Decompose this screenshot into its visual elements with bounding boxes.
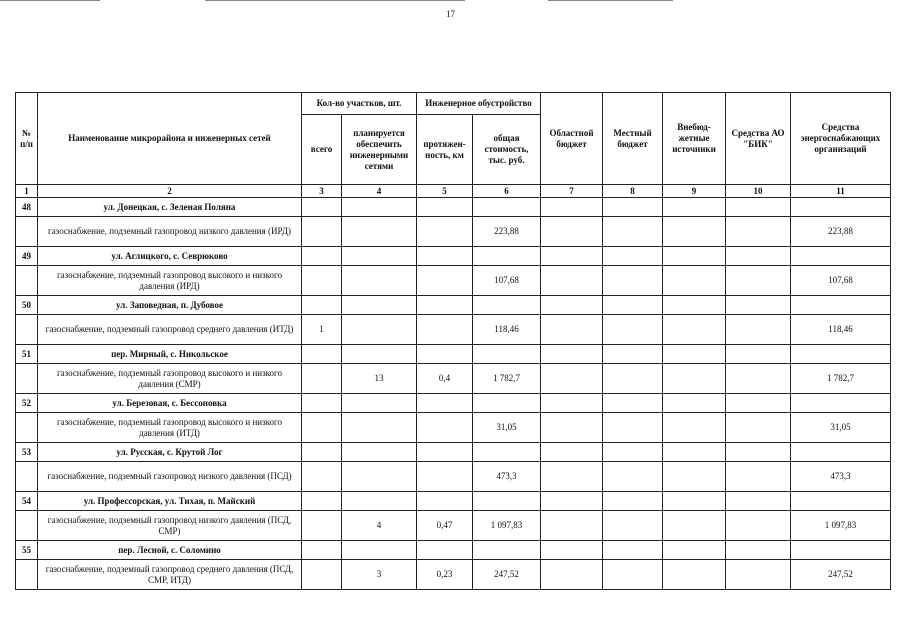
cell-length (417, 266, 473, 296)
cell-cost: 247,52 (473, 560, 541, 590)
cell-local (603, 266, 663, 296)
cell-length (417, 413, 473, 443)
section-title: пер. Лесной, с. Соломино (38, 541, 302, 560)
table-row (16, 315, 891, 345)
empty-cell (603, 296, 663, 315)
cell-local (603, 315, 663, 345)
empty-cell (16, 511, 38, 541)
cell-extra (663, 511, 726, 541)
scan-edge-mid (205, 0, 465, 1)
row-number: 52 (16, 394, 38, 413)
empty-cell (603, 541, 663, 560)
cell-extra (663, 266, 726, 296)
cell-total (302, 266, 342, 296)
network-description: газоснабжение, подземный газопровод низкого давления (ИРД) (38, 217, 302, 247)
empty-cell (417, 443, 473, 462)
cell-energy: 473,3 (791, 462, 891, 492)
row-number: 53 (16, 443, 38, 462)
table-row (16, 266, 891, 296)
cell-cost: 31,05 (473, 413, 541, 443)
colnum: 9 (663, 185, 726, 198)
cell-length (417, 315, 473, 345)
cell-planned (342, 217, 417, 247)
empty-cell (541, 247, 603, 266)
empty-cell (417, 394, 473, 413)
cell-regional (541, 217, 603, 247)
table-row (16, 364, 891, 394)
cell-cost: 1 097,83 (473, 511, 541, 541)
empty-cell (16, 364, 38, 394)
cell-local (603, 413, 663, 443)
network-description: газоснабжение, подземный газопровод низкого давления (ПСД, СМР) (38, 511, 302, 541)
cell-regional (541, 364, 603, 394)
scan-edge-right (548, 0, 673, 1)
empty-cell (663, 541, 726, 560)
empty-cell (663, 492, 726, 511)
empty-cell (603, 492, 663, 511)
cell-local (603, 560, 663, 590)
empty-cell (726, 296, 791, 315)
cell-bik (726, 266, 791, 296)
row-number: 49 (16, 247, 38, 266)
section-title: ул. Профессорская, ул. Тихая, п. Майский (38, 492, 302, 511)
table-row (16, 217, 891, 247)
cell-planned: 4 (342, 511, 417, 541)
row-number: 54 (16, 492, 38, 511)
cell-total (302, 560, 342, 590)
empty-cell (473, 296, 541, 315)
empty-cell (541, 198, 603, 217)
section-title: ул. Аглицкого, с. Севрюково (38, 247, 302, 266)
cell-energy: 247,52 (791, 560, 891, 590)
cell-extra (663, 315, 726, 345)
funding-table (15, 92, 891, 590)
empty-cell (663, 345, 726, 364)
empty-cell (603, 345, 663, 364)
empty-cell (791, 541, 891, 560)
header-infra-group: Инженерное обустройство (417, 93, 541, 115)
empty-cell (726, 198, 791, 217)
cell-total (302, 462, 342, 492)
empty-cell (726, 394, 791, 413)
section-title-row (16, 296, 891, 315)
empty-cell (663, 296, 726, 315)
section-title: ул. Заповедная, п. Дубовое (38, 296, 302, 315)
cell-local (603, 511, 663, 541)
empty-cell (342, 492, 417, 511)
cell-total (302, 364, 342, 394)
column-number-row (16, 185, 891, 198)
cell-bik (726, 511, 791, 541)
empty-cell (473, 394, 541, 413)
empty-cell (16, 560, 38, 590)
cell-planned (342, 462, 417, 492)
cell-bik (726, 462, 791, 492)
empty-cell (417, 541, 473, 560)
section-title-row (16, 394, 891, 413)
colnum: 1 (16, 185, 38, 198)
empty-cell (302, 296, 342, 315)
header-cost: общая стоимость, тыс. руб. (473, 115, 541, 185)
cell-cost: 1 782,7 (473, 364, 541, 394)
empty-cell (473, 492, 541, 511)
empty-cell (417, 198, 473, 217)
empty-cell (541, 296, 603, 315)
empty-cell (302, 541, 342, 560)
empty-cell (302, 394, 342, 413)
cell-regional (541, 511, 603, 541)
section-title-row (16, 247, 891, 266)
empty-cell (302, 492, 342, 511)
cell-bik (726, 560, 791, 590)
cell-regional (541, 266, 603, 296)
header-planned: планируется обеспечить инженерными сетями (342, 115, 417, 185)
section-title: пер. Мирный, с. Никольское (38, 345, 302, 364)
colnum: 4 (342, 185, 417, 198)
row-number: 51 (16, 345, 38, 364)
empty-cell (417, 345, 473, 364)
section-title: ул. Донецкая, с. Зеленая Поляна (38, 198, 302, 217)
cell-cost: 107,68 (473, 266, 541, 296)
header-name: Наименование микрорайона и инженерных сетей (38, 93, 302, 185)
empty-cell (342, 443, 417, 462)
colnum: 7 (541, 185, 603, 198)
empty-cell (791, 492, 891, 511)
network-description: газоснабжение, подземный газопровод высокого и низкого давления (ИТД) (38, 413, 302, 443)
header-num: № п/п (16, 93, 38, 185)
cell-energy: 1 782,7 (791, 364, 891, 394)
empty-cell (342, 247, 417, 266)
cell-length (417, 462, 473, 492)
header-local: Местный бюджет (603, 93, 663, 185)
cell-planned: 13 (342, 364, 417, 394)
cell-bik (726, 315, 791, 345)
table-row (16, 511, 891, 541)
header-extra: Внебюд-жетные источники (663, 93, 726, 185)
cell-planned (342, 413, 417, 443)
cell-total: 1 (302, 315, 342, 345)
empty-cell (417, 247, 473, 266)
empty-cell (473, 443, 541, 462)
colnum: 5 (417, 185, 473, 198)
empty-cell (16, 462, 38, 492)
cell-planned (342, 266, 417, 296)
empty-cell (726, 345, 791, 364)
page-number: 17 (446, 9, 455, 19)
empty-cell (541, 443, 603, 462)
empty-cell (342, 541, 417, 560)
table-row (16, 560, 891, 590)
empty-cell (302, 443, 342, 462)
network-description: газоснабжение, подземный газопровод высокого и низкого давления (СМР) (38, 364, 302, 394)
header-bik: Средства АО "БИК" (726, 93, 791, 185)
cell-regional (541, 413, 603, 443)
empty-cell (791, 443, 891, 462)
section-title-row (16, 541, 891, 560)
empty-cell (473, 541, 541, 560)
empty-cell (342, 394, 417, 413)
empty-cell (417, 492, 473, 511)
colnum: 3 (302, 185, 342, 198)
cell-total (302, 511, 342, 541)
empty-cell (726, 443, 791, 462)
empty-cell (791, 345, 891, 364)
cell-regional (541, 462, 603, 492)
cell-energy: 31,05 (791, 413, 891, 443)
cell-bik (726, 413, 791, 443)
network-description: газоснабжение, подземный газопровод среднего давления (ИТД) (38, 315, 302, 345)
header-regional: Областной бюджет (541, 93, 603, 185)
empty-cell (726, 541, 791, 560)
empty-cell (541, 345, 603, 364)
empty-cell (663, 394, 726, 413)
empty-cell (791, 394, 891, 413)
empty-cell (302, 198, 342, 217)
empty-cell (541, 541, 603, 560)
empty-cell (302, 345, 342, 364)
cell-extra (663, 560, 726, 590)
empty-cell (603, 198, 663, 217)
network-description: газоснабжение, подземный газопровод среднего давления (ПСД, СМР, ИТД) (38, 560, 302, 590)
cell-local (603, 364, 663, 394)
section-title: ул. Русская, с. Крутой Лог (38, 443, 302, 462)
colnum: 8 (603, 185, 663, 198)
cell-energy: 107,68 (791, 266, 891, 296)
cell-local (603, 217, 663, 247)
cell-length: 0,4 (417, 364, 473, 394)
section-title-row (16, 345, 891, 364)
cell-cost: 473,3 (473, 462, 541, 492)
empty-cell (791, 296, 891, 315)
empty-cell (663, 443, 726, 462)
cell-energy: 1 097,83 (791, 511, 891, 541)
section-title-row (16, 443, 891, 462)
cell-length: 0,47 (417, 511, 473, 541)
cell-bik (726, 364, 791, 394)
cell-extra (663, 217, 726, 247)
empty-cell (417, 296, 473, 315)
section-title: ул. Березовая, с. Бессоновка (38, 394, 302, 413)
cell-energy: 118,46 (791, 315, 891, 345)
cell-total (302, 217, 342, 247)
table-row (16, 462, 891, 492)
row-number: 50 (16, 296, 38, 315)
cell-extra (663, 462, 726, 492)
section-title-row (16, 198, 891, 217)
colnum: 11 (791, 185, 891, 198)
cell-planned: 3 (342, 560, 417, 590)
colnum: 10 (726, 185, 791, 198)
empty-cell (342, 296, 417, 315)
cell-length: 0,23 (417, 560, 473, 590)
cell-local (603, 462, 663, 492)
table-row (16, 413, 891, 443)
colnum: 2 (38, 185, 302, 198)
empty-cell (663, 247, 726, 266)
empty-cell (541, 394, 603, 413)
header-energy: Средства энергоснабжающих организаций (791, 93, 891, 185)
scan-edge-left (0, 0, 100, 1)
empty-cell (302, 247, 342, 266)
empty-cell (791, 247, 891, 266)
cell-total (302, 413, 342, 443)
cell-cost: 118,46 (473, 315, 541, 345)
header-count-group: Кол-во участков, шт. (302, 93, 417, 115)
empty-cell (16, 413, 38, 443)
empty-cell (603, 443, 663, 462)
cell-length (417, 217, 473, 247)
colnum: 6 (473, 185, 541, 198)
network-description: газоснабжение, подземный газопровод высокого и низкого давления (ИРД) (38, 266, 302, 296)
empty-cell (791, 198, 891, 217)
cell-bik (726, 217, 791, 247)
empty-cell (726, 492, 791, 511)
header-length: протяжен-ность, км (417, 115, 473, 185)
cell-planned (342, 315, 417, 345)
empty-cell (663, 198, 726, 217)
cell-extra (663, 364, 726, 394)
row-number: 48 (16, 198, 38, 217)
empty-cell (473, 198, 541, 217)
empty-cell (603, 394, 663, 413)
cell-regional (541, 560, 603, 590)
network-description: газоснабжение, подземный газопровод низкого давления (ПСД) (38, 462, 302, 492)
cell-cost: 223,88 (473, 217, 541, 247)
section-title-row (16, 492, 891, 511)
empty-cell (342, 345, 417, 364)
empty-cell (16, 315, 38, 345)
cell-extra (663, 413, 726, 443)
empty-cell (16, 266, 38, 296)
empty-cell (16, 217, 38, 247)
empty-cell (603, 247, 663, 266)
empty-cell (342, 198, 417, 217)
empty-cell (726, 247, 791, 266)
empty-cell (473, 247, 541, 266)
row-number: 55 (16, 541, 38, 560)
cell-energy: 223,88 (791, 217, 891, 247)
header-total: всего (302, 115, 342, 185)
empty-cell (473, 345, 541, 364)
cell-regional (541, 315, 603, 345)
empty-cell (541, 492, 603, 511)
